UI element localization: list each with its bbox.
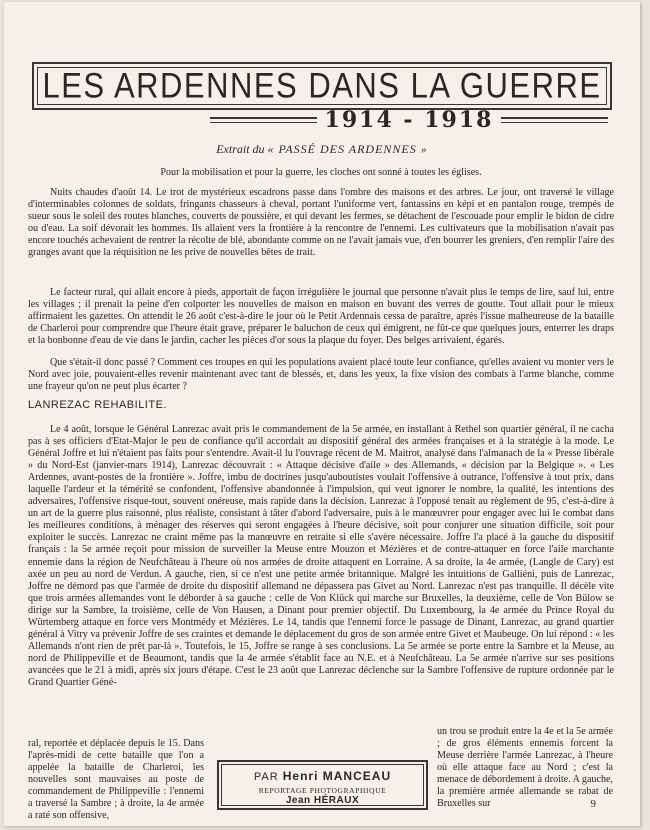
- photo-label: REPORTAGE PHOTOGRAPHIQUE: [258, 786, 387, 795]
- source-name: « PASSÉ DES ARDENNES »: [267, 142, 428, 156]
- right-rule: [501, 117, 608, 123]
- paragraph-1: Nuits chaudes d'août 14. Le trot de mystérieux escadrons passe dans l'ombre des maisons et des arbres. Le jour, ont traversé le village d'interminables colonnes de soldats, fringants chasseurs à cheval, portant l'uniforme vert, fantassins en képi et en pantalon rouge, trempés de sueur sous le soleil des routes blanches, couverts de poussière, et qui devant les fermes, se détachent de l'escouade pour emplir le bidon de cidre ou d'eau. La soif dévorait les hommes. Ils allaient vers la frontière à la rencontre de l'ennemi. Les cultivateurs que la mobilisation n'avait pas encore touchés achevaient de rentrer la récolte de blé, abondante comme on ne l'avait jamais vue, d'en bourrer les greniers, d'en remplir l'aire des granges avant que la réquisition ne les prive de nouvelles bêtes de trait.: [28, 187, 614, 259]
- author-name: Henri MANCEAU: [282, 769, 392, 783]
- section-heading: LANREZAC REHABILITE.: [28, 399, 167, 411]
- page: [4, 2, 640, 826]
- source-line: [4, 142, 640, 157]
- page-number: 9: [590, 798, 596, 810]
- paragraph-3: Que s'était-il donc passé ? Comment ces troupes en qui les populations avaient placé toute leur confiance, qu'elles avaient vu monter vers le Nord avec joie, pouvaient-elles revenir maintenant avec tant de blessés, et, dans les yeux, la fixe vision des combats à l'arme blanche, comme une frayeur qu'on ne peut plus écarter ?: [28, 357, 614, 393]
- years-label: 1914 - 1918: [324, 107, 494, 133]
- paragraph-2: Le facteur rural, qui allait encore à pieds, apportait de façon irrégulière le journal que personne n'avait plus le temps de lire, sauf lui, entre les villages ; il prenait la peine d'en colporter les nouvelles de maison en maison en buvant des verres de goutte. Tout allait pour le mieux affirmaient les gazettes. On attendit le 26 août c'est-à-dire le jour où le Petit Ardennais cessa de paraître, après l'issue malheureuse de la bataille de Charleroi pour comprendre que l'heure était grave, préparer le baluchon de ceux qui émigrent, ne fût-ce que quelques jours, enterrer les draps et la bonbonne d'eau de vie dans le jardin, cacher les pièces d'or sous la plaque du foyer. Des belges arrivaient, égarés.: [28, 287, 614, 347]
- credit-box: [217, 760, 428, 810]
- column-left: ral, reportée et déplacée depuis le 15. Dans l'après-midi de cette bataille que l'on a appelée la bataille de Charleroi, les nouvelles sont mauvaises au poste de commandement de Philippeville : l'ennemi a traversé la Sambre ; à droite, la 4e armée a raté son offensive,: [28, 738, 204, 822]
- left-rule: [210, 117, 317, 123]
- column-right: un trou se produit entre la 4e et la 5e armée ; de gros éléments ennemis forcent la Meuse derrière l'armée Lanrezac, à l'heure où elle attaque face au Nord ; c'est la menace de débordement à droite. A gauche, la première armée allemande se rabat de Bruxelles sur: [437, 726, 614, 810]
- source-prefix: Extrait du: [216, 142, 265, 156]
- title-frame: [32, 62, 612, 110]
- lead-sentence: Pour la mobilisation et pour la guerre, les cloches ont sonné à toutes les églises.: [160, 167, 482, 178]
- page-title: LES ARDENNES DANS LA GUERRE: [42, 65, 602, 106]
- author-by: PAR: [253, 771, 279, 783]
- years-banner: [210, 108, 608, 132]
- author-line: [219, 769, 426, 783]
- photographer-name: Jean HÉRAUX: [285, 795, 360, 806]
- paragraph-4: Le 4 août, lorsque le Général Lanrezac avait pris le commandement de la 5e armée, en installant à Rethel son quartier général, il ne cacha pas à ses officiers d'Etat-Major le peu de confiance qu'il accordait au dispositif général des armées françaises et à la stratégie à la mode. Le Général Joffre et lui n'étaient pas faits pour s'entendre. Avait-il lu l'ouvrage récent de M. Maitrot, analysé dans l'almanach de la « Presse libérale » du Nord-Est (janvier-mars 1914), Lanrezac découvrait : « Attaque décisive d'aile » des Allemands, « décision par la Belgique ». « Les Ardennes, avant-postes de la frontière ». Joffre, imbu de doctrines jusqu'auboutistes voulait l'offensive à outrance, l'offensive à tout prix, dans laquelle l'ardeur et la témérité se confondent, l'offensive abandonnée à l'impulsion, qui veut ignorer le nombre, la qualité, les intentions des adversaires, l'offensive risque-tout, souvent onéreuse, mais rapide dans la décision. Lanrezac à l'opposé tenait au règlement de 95, c'est-à-dire à un art de la guerre plus raisonné, plus réaliste, consistant à tâter d'abord l'adversaire, puis à le manœuvrer pour engager avec lui le combat dans les meilleures conditions, à ménager des réserves qui seront engagées à l'heure décisive, soit pour conjurer une situation difficile, soit pour exploiter le succès. Lanrezac ne craint même pas la manœuvre en retraite si elle s'avère nécessaire. Joffre l'a placé à la gauche du dispositif français : la 5e armée reçoit pour mission de surveiller la Meuse entre Mouzon et Mézières et de contre-attaquer en force l'aile marchante ennemie dans la région de Neufchâteau à l'heure où nos armées de droite attaquent en Lorraine. A sa droite, la 4e armée, (Langle de Cary) est axée un peu au nord de Verdun. A gauche, rien, si ce n'est une petite armée britannique. Malgré les intuitions de Galliéni, puis de Lanrezac, Joffre ne démord pas que l'armée de droite du dispositif allemand ne dépassera pas Givet au Nord. Lanrezac n'est pas tranquille. Il décèle vite que trois armées allemandes vont le déborder à sa gauche : celle de Von Klück qui marche sur Bruxelles, la deuxième, celle de Von Bülow se dirige sur la Sambre, la troisième, celle de Von Hausen, a Dinant pour premier objectif. Du Luxembourg, la 4e armée du Prince Royal du Würtemberg attaque en force vers Montmédy et Mézières. Le 14, tandis que l'ennemi force le passage de Dinant, Lanrezac, au grand quartier général à Vitry va prévenir Joffre de ses craintes et demande le déplacement du gros de son armée entre Givet et Maubeuge. On lui répond : « les Allemands n'ont rien de prêt par-là ». Toutefois, le 15, Joffre se range à ses conclusions. La 5e armée se porte entre la Sambre et la Meuse, au nord de Philippeville et de Beaumont, tandis que la 4e armée s'établit face au N.E. et à Neufchâteau. La 5e armée n'arrive sur ses positions avancées que le 21 à midi, après six jours d'étape. C'est le 23 août que Lanrezac déclenche sur la Sambre l'offensive de rupture ordonnée par le Grand Quartier Géné-: [28, 424, 614, 688]
